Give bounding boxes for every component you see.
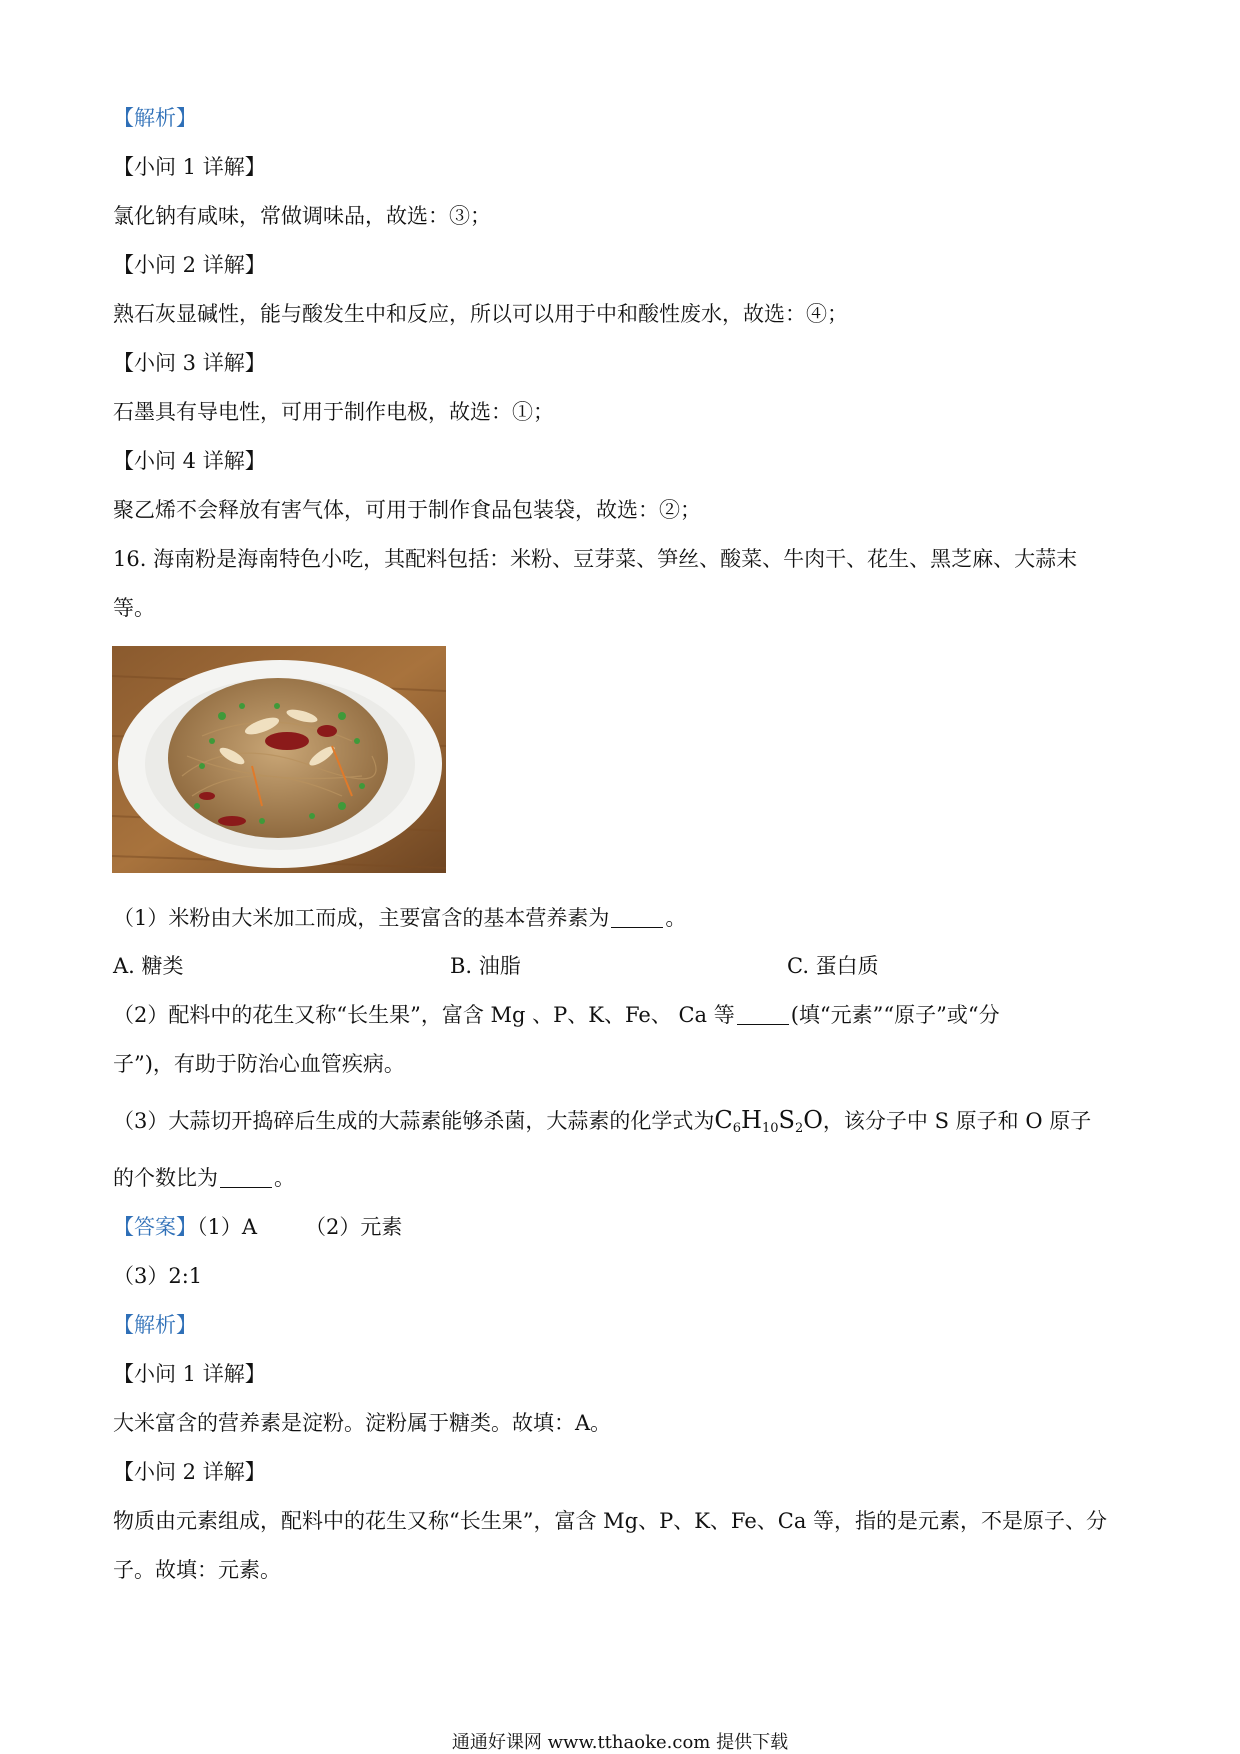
subquestion-1-prompt-text: （1）米粉由大米加工而成，主要富含的基本营养素为 bbox=[113, 906, 610, 930]
subquestion-2-prompt-hint: (填“元素”“原子”或“分 bbox=[790, 1003, 1000, 1027]
analysis-2-text: 物质由元素组成，配料中的花生又称“长生果”，富含 Mg、P、K、Fe、Ca 等，指的是元素，不是原子、分 bbox=[113, 1509, 1108, 1533]
noodle-dish-photo bbox=[112, 646, 446, 873]
subquestion-3-prompt-end: 。 bbox=[274, 1166, 295, 1190]
subquestion-1-prompt bbox=[113, 904, 686, 932]
subquestion-3-text: 石墨具有导电性，可用于制作电极，故选：①； bbox=[113, 400, 554, 424]
formula-h-sub: 10 bbox=[761, 1121, 779, 1136]
answer-blank bbox=[220, 1167, 272, 1188]
formula-c: C bbox=[714, 1106, 733, 1134]
subquestion-4-heading: 【小问 4 详解】 bbox=[113, 449, 266, 473]
option-c: C. 蛋白质 bbox=[787, 954, 879, 978]
answer-3: （3）2:1 bbox=[113, 1264, 203, 1288]
subquestion-3-prompt-cont bbox=[113, 1164, 295, 1192]
subquestion-2-prompt-text: （2）配料中的花生又称“长生果”，富含 Mg 、P、K、Fe、 Ca 等 bbox=[113, 1003, 735, 1027]
option-b: B. 油脂 bbox=[450, 954, 521, 978]
formula-s-sub: 2 bbox=[794, 1121, 804, 1136]
analysis-2-text-cont: 子。故填：元素。 bbox=[113, 1558, 281, 1582]
subquestion-3-heading: 【小问 3 详解】 bbox=[113, 351, 266, 375]
subquestion-2-text: 熟石灰显碱性，能与酸发生中和反应，所以可以用于中和酸性废水，故选：④； bbox=[113, 302, 848, 326]
analysis-1-heading: 【小问 1 详解】 bbox=[113, 1362, 266, 1386]
formula-c-sub: 6 bbox=[732, 1121, 742, 1136]
option-a: A. 糖类 bbox=[113, 954, 184, 978]
answer-label: 【答案】 bbox=[113, 1215, 197, 1239]
answer-line bbox=[113, 1213, 402, 1241]
subquestion-4-text: 聚乙烯不会释放有害气体，可用于制作食品包装袋，故选：②； bbox=[113, 498, 701, 522]
subquestion-3-prompt-text: （3）大蒜切开捣碎后生成的大蒜素能够杀菌，大蒜素的化学式为 bbox=[113, 1109, 715, 1133]
subquestion-3-prompt-text-2: ，该分子中 S 原子和 O 原子 bbox=[822, 1109, 1092, 1133]
subquestion-3-prompt-text-3: 的个数比为 bbox=[113, 1166, 218, 1190]
analysis-heading: 【解析】 bbox=[113, 106, 197, 130]
subquestion-3-prompt bbox=[113, 1106, 1091, 1143]
question-16-stem: 16. 海南粉是海南特色小吃，其配料包括：米粉、豆芽菜、笋丝、酸菜、牛肉干、花生、黑芝麻、大蒜末 bbox=[113, 547, 1078, 571]
formula-s: S bbox=[778, 1106, 795, 1134]
subquestion-1-heading: 【小问 1 详解】 bbox=[113, 155, 266, 179]
allicin-formula bbox=[714, 1106, 823, 1134]
answer-2: （2）元素 bbox=[305, 1215, 403, 1239]
question-16-stem-cont: 等。 bbox=[113, 596, 155, 620]
analysis-2-heading: 【小问 2 详解】 bbox=[113, 1460, 266, 1484]
subquestion-1-text: 氯化钠有咸味，常做调味品，故选：③； bbox=[113, 204, 491, 228]
subquestion-2-prompt bbox=[113, 1001, 1000, 1029]
answer-blank bbox=[611, 907, 663, 928]
subquestion-1-prompt-end: 。 bbox=[665, 906, 687, 930]
analysis-1-text: 大米富含的营养素是淀粉。淀粉属于糖类。故填：A。 bbox=[113, 1411, 612, 1435]
answer-blank bbox=[737, 1004, 789, 1025]
subquestion-2-prompt-cont: 子”)，有助于防治心血管疾病。 bbox=[113, 1052, 405, 1076]
formula-o: O bbox=[803, 1106, 823, 1134]
subquestion-2-heading: 【小问 2 详解】 bbox=[113, 253, 266, 277]
answer-1: （1）A bbox=[197, 1215, 258, 1239]
analysis-heading-2: 【解析】 bbox=[113, 1313, 197, 1337]
page-footer: 通通好课网 www.tthaoke.com 提供下载 bbox=[451, 1732, 789, 1753]
formula-h: H bbox=[741, 1106, 762, 1134]
